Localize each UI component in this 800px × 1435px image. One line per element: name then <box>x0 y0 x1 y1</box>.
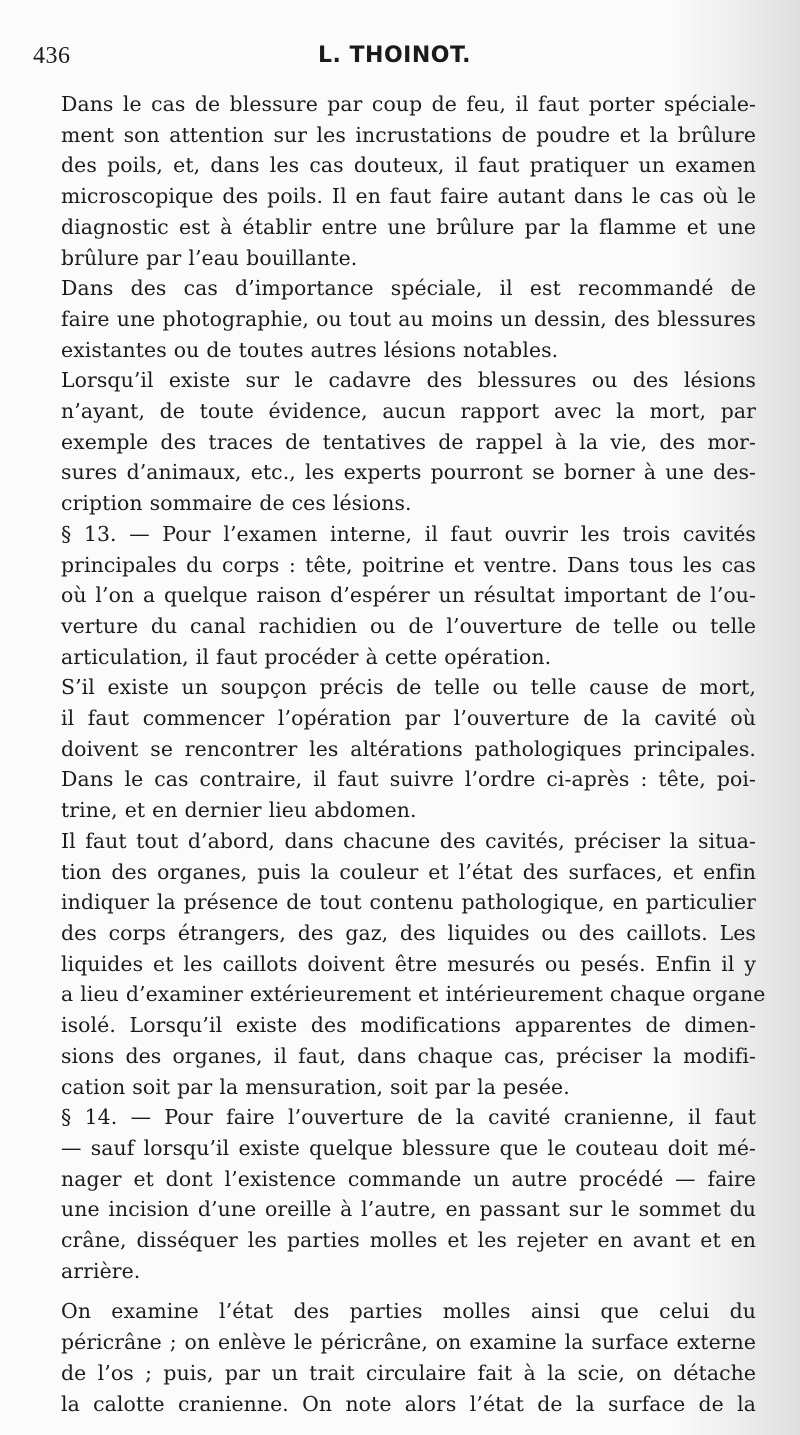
text-line: cation soit par la mensuration, soit par la pesée. <box>61 1074 570 1099</box>
paragraph-4 <box>33 519 756 673</box>
paragraph-3 <box>33 365 756 519</box>
text-line: il faut commencer l’opération par l’ouverture de la cavité où <box>61 706 756 731</box>
paragraph-8 <box>33 1296 756 1419</box>
paragraph-6 <box>33 826 766 1102</box>
text-line: indiquer la présence de tout contenu pathologique, en particulier <box>61 890 756 915</box>
paragraph-7 <box>33 1102 756 1286</box>
text-line: tion des organes, puis la couleur et l’état des surfaces, et enfin <box>61 859 756 884</box>
text-line: § 14. — Pour faire l’ouverture de la cavité cranienne, il faut <box>61 1105 756 1130</box>
text-line: arrière. <box>61 1258 141 1283</box>
text-line: Il faut tout d’abord, dans chacune des cavités, préciser la situa- <box>61 828 756 853</box>
text-line: des corps étrangers, des gaz, des liquides ou des caillots. Les <box>61 920 756 945</box>
text-line: a lieu d’examiner extérieurement et intérieurement chaque organe <box>61 982 766 1007</box>
text-line: péricrâne ; on enlève le péricrâne, on examine la surface externe <box>61 1330 756 1355</box>
text-line: Dans des cas d’importance spéciale, il est recommandé de <box>61 276 756 301</box>
page-body <box>33 89 766 1419</box>
text-line: brûlure par l’eau bouillante. <box>61 245 358 270</box>
text-line: liquides et les caillots doivent être mesurés ou pesés. Enfin il y <box>61 951 756 976</box>
text-line: Dans le cas de blessure par coup de feu, il faut porter spéciale- <box>61 92 756 116</box>
text-line: On examine l’état des parties molles ainsi que celui du <box>61 1299 756 1324</box>
text-line: isolé. Lorsqu’il existe des modifications apparentes de dimen- <box>61 1013 756 1038</box>
text-line: ment son attention sur les incrustations de poudre et la brûlure <box>61 122 756 147</box>
text-line: crâne, disséquer les parties molles et les rejeter en avant et en <box>61 1228 756 1253</box>
paragraph-1 <box>33 89 756 273</box>
text-line: Lorsqu’il existe sur le cadavre des blessures ou des lésions <box>61 368 756 393</box>
text-line: — sauf lorsqu’il existe quelque blessure que le couteau doit mé- <box>61 1135 756 1160</box>
text-line: microscopique des poils. Il en faut faire autant dans le cas où le <box>61 184 756 209</box>
running-head <box>33 38 756 74</box>
text-line: § 13. — Pour l’examen interne, il faut ouvrir les trois cavités <box>61 521 756 546</box>
text-line: cription sommaire de ces lésions. <box>61 491 412 516</box>
text-line: trine, et en dernier lieu abdomen. <box>61 798 417 823</box>
running-head-author: L. THOINOT. <box>318 43 471 68</box>
text-line: de l’os ; puis, par un trait circulaire fait à la scie, on détache <box>61 1360 756 1385</box>
text-line: la calotte cranienne. On note alors l’état de la surface de la <box>61 1391 756 1416</box>
text-line: faire une photographie, ou tout au moins un dessin, des blessures <box>61 306 756 331</box>
paragraph-5 <box>33 672 756 826</box>
text-line: S’il existe un soupçon précis de telle ou telle cause de mort, <box>61 675 756 700</box>
text-line: verture du canal rachidien ou de l’ouverture de telle ou telle <box>61 613 756 638</box>
text-line: articulation, il faut procéder à cette opération. <box>61 644 552 669</box>
text-line: diagnostic est à établir entre une brûlure par la flamme et une <box>61 214 756 239</box>
text-line: doivent se rencontrer les altérations pathologiques principales. <box>61 736 756 761</box>
text-line: n’ayant, de toute évidence, aucun rapport avec la mort, par <box>61 399 756 424</box>
text-line: une incision d’une oreille à l’autre, en passant sur le sommet du <box>61 1197 756 1222</box>
text-line: nager et dont l’existence commande un autre procédé — faire <box>61 1166 756 1191</box>
text-line: existantes ou de toutes autres lésions notables. <box>61 337 559 362</box>
text-line: sions des organes, il faut, dans chaque cas, préciser la modifi- <box>61 1043 756 1068</box>
text-line: Dans le cas contraire, il faut suivre l’ordre ci-après : tête, poi- <box>61 767 756 792</box>
paragraph-2 <box>33 273 756 365</box>
text-line: principales du corps : tête, poitrine et ventre. Dans tous les cas <box>61 552 756 577</box>
text-line: exemple des traces de tentatives de rappel à la vie, des mor- <box>61 429 756 454</box>
text-line: où l’on a quelque raison d’espérer un résultat important de l’ou- <box>61 583 756 608</box>
text-line: sures d’animaux, etc., les experts pourront se borner à une des- <box>61 460 756 485</box>
text-line: des poils, et, dans les cas douteux, il faut pratiquer un examen <box>61 153 756 178</box>
page-number: 436 <box>33 43 71 69</box>
paragraph-spacing <box>33 1286 756 1296</box>
